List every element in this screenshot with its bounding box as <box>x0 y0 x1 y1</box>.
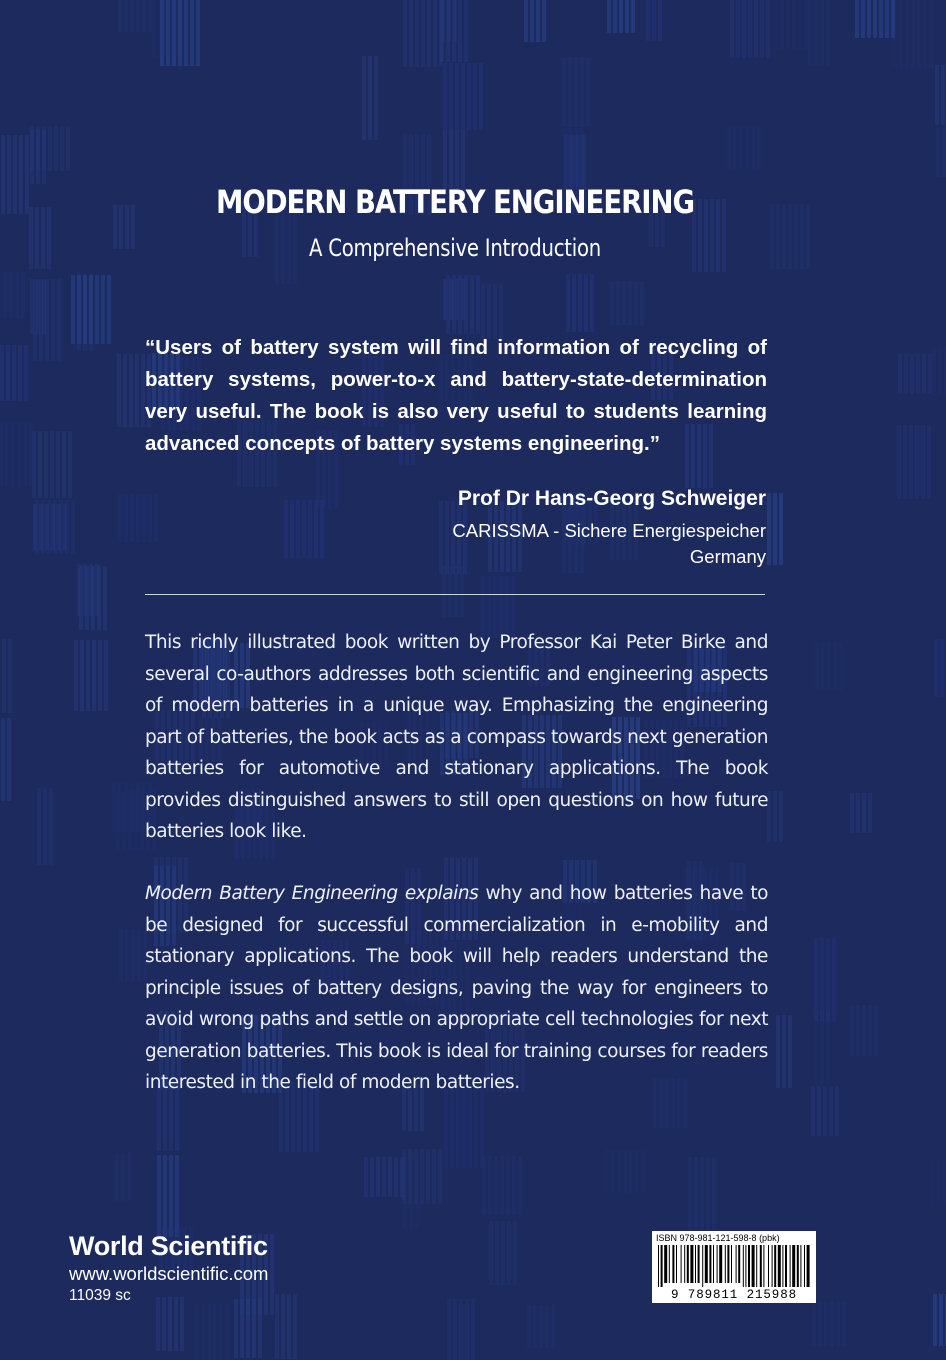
barcode-bar <box>705 1245 708 1283</box>
barcode-bar <box>690 1245 693 1283</box>
barcode-bar <box>785 1245 787 1287</box>
barcode-bar <box>684 1245 685 1283</box>
barcode-bar <box>672 1245 674 1283</box>
barcode-bar <box>702 1245 703 1287</box>
barcode-bar <box>669 1245 670 1283</box>
book-title: MODERN BATTERY ENGINEERING <box>215 183 695 221</box>
publisher-block <box>69 1229 268 1307</box>
barcode-bar <box>768 1245 769 1287</box>
barcode-bar <box>727 1245 729 1283</box>
barcode-bar <box>681 1245 682 1283</box>
barcode-bar <box>731 1245 732 1283</box>
barcode-bar <box>661 1245 663 1287</box>
endorsement-country: Germany <box>689 546 766 567</box>
publisher-name: World Scientific <box>69 1231 268 1261</box>
barcode-bar <box>719 1245 722 1283</box>
barcode-bar <box>800 1245 801 1287</box>
barcode-bar <box>760 1245 762 1287</box>
barcode-bar <box>782 1245 783 1287</box>
barcode-bar <box>736 1245 737 1283</box>
barcode-bar <box>709 1245 711 1283</box>
barcode-bar <box>658 1245 659 1287</box>
section-divider <box>145 594 765 595</box>
description-paragraph-2 <box>145 878 768 1099</box>
barcode-bar <box>687 1245 689 1283</box>
barcode-bar <box>664 1245 667 1283</box>
endorsement-organization: CARISSMA - Sichere Energiespeicher <box>452 520 766 541</box>
isbn-label: ISBN 978-981-121-598-8 (pbk) <box>656 1233 780 1243</box>
barcode-bar <box>748 1245 750 1287</box>
isbn-barcode <box>652 1231 816 1303</box>
barcode-bar <box>804 1245 805 1287</box>
barcode-bar <box>756 1245 757 1287</box>
barcode-bar <box>745 1245 746 1287</box>
barcode-bar <box>738 1245 740 1283</box>
barcode-digits: 9 789811 215988 <box>670 1288 798 1302</box>
barcode-bar <box>790 1245 791 1287</box>
barcode-bar <box>772 1245 773 1287</box>
barcode-bar <box>725 1245 726 1283</box>
barcode-bars <box>656 1245 812 1287</box>
barcode-bar <box>698 1245 700 1283</box>
book-title-italic: Modern Battery Engineering explains <box>145 883 479 904</box>
barcode-bar <box>752 1245 755 1287</box>
barcode-bar <box>763 1245 764 1287</box>
barcode-bar <box>717 1245 718 1283</box>
publisher-code: 11039 sc <box>69 1287 131 1304</box>
barcode-bar <box>676 1245 677 1283</box>
barcode-bar <box>743 1245 744 1287</box>
barcode-bar <box>695 1245 696 1283</box>
barcode-bar <box>774 1245 776 1287</box>
publisher-url[interactable]: www.worldscientific.com <box>69 1263 269 1284</box>
barcode-bar <box>807 1245 810 1287</box>
description-paragraph-2-text: why and how batteries have to be designed for successful commercialization in e-mobility and stationary applications. The book will help readers understand the principle issues of battery designs, paving the way for engineers to avoid wrong paths and settle on appropriate cell technologies for next generation batteries. This book is ideal for training courses for readers interested in the field of modern batteries. <box>145 883 768 1093</box>
barcode-bar <box>797 1245 799 1287</box>
endorsement-quote: “Users of battery system will find information of recycling of battery systems, power-to-x and battery-state-determination very useful. The book is also very useful to students learning advanced concepts of battery systems engineering.” <box>145 336 767 455</box>
endorsement-author: Prof Dr Hans-Georg Schweiger <box>457 487 766 510</box>
description-paragraph-1: This richly illustrated book written by Professor Kai Peter Birke and several co-authors addresses both scientific and engineering aspects of modern batteries in a unique way. Emphasizing the engineering part of batteries, the book acts as a compass towards next generation batteries for automotive and stationary applications. The book provides distinguished answers to still open questions on how future batteries look like. <box>145 632 768 842</box>
barcode-bar <box>713 1245 714 1283</box>
barcode-bar <box>778 1245 781 1287</box>
barcode-bar <box>792 1245 795 1287</box>
book-subtitle: A Comprehensive Introduction <box>308 234 601 262</box>
